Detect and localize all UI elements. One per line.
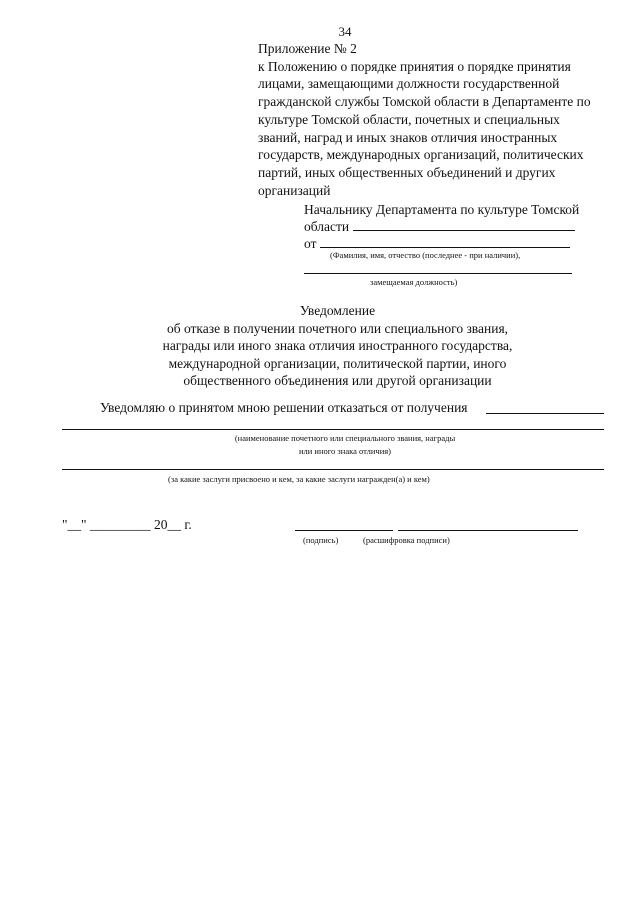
position-fill-line [304,273,572,274]
addressee-from-label: от [304,236,317,251]
decoding-fill-line [398,530,578,531]
caption-merits: (за какие заслуги присвоено и кем, за какие заслуги награжден(а) и кем) [168,474,430,484]
date-field: "__" _________ 20__ г. [62,517,192,532]
title-line: международной организации, политической партии, иного [168,355,507,371]
appendix-line: партий, иных общественных объединений и других [258,164,556,180]
caption-decoding: (расшифровка подписи) [363,535,450,545]
addressee-line1: Начальнику Департамента по культуре Томской [304,202,580,217]
caption-name: (Фамилия, имя, отчество (последнее - при наличии), [330,250,521,260]
name-fill-line [320,235,570,248]
appendix-line: к Положению о порядке принятия о порядке принятия [258,58,571,74]
addressee-region-label: области [304,219,350,234]
signature-fill-line [295,530,393,531]
appendix-line: культуре Томской области, почетных и специальных [258,111,560,127]
appendix-line: государств, международных организаций, политических [258,147,584,163]
merits-fill-line [62,469,604,470]
page-number: 34 [338,24,352,39]
caption-award-line1: (наименование почетного или специального звания, награды [234,433,456,443]
appendix-line: гражданской службы Томской области в Департаменте по [258,94,591,110]
appendix-header [258,40,591,199]
title-line: награды или иного знака отличия иностранного государства, [162,338,513,354]
notice-text: Уведомляю о принятом мною решении отказаться от получения [100,400,468,415]
caption-award-line2: или иного знака отличия) [298,446,392,456]
appendix-line: лицами, замещающими должности государственной [258,76,560,92]
title-line: Уведомление [299,303,376,318]
addressee-block [304,201,579,252]
appendix-line: званий, наград и иных знаков отличия иностранных [258,129,558,145]
region-fill-line [353,218,575,231]
caption-signature: (подпись) [303,535,339,545]
caption-position: замещаемая должность) [370,277,458,287]
document-title [0,302,640,390]
addressee-line2 [304,218,579,235]
appendix-line: организаций [258,182,331,198]
award-fill-line-short [486,413,604,414]
award-fill-line [62,429,604,430]
title-line: об отказе в получении почетного или специального звания, [166,320,509,336]
title-line: общественного объединения или другой организации [183,373,492,389]
appendix-line: Приложение № 2 [258,41,357,56]
